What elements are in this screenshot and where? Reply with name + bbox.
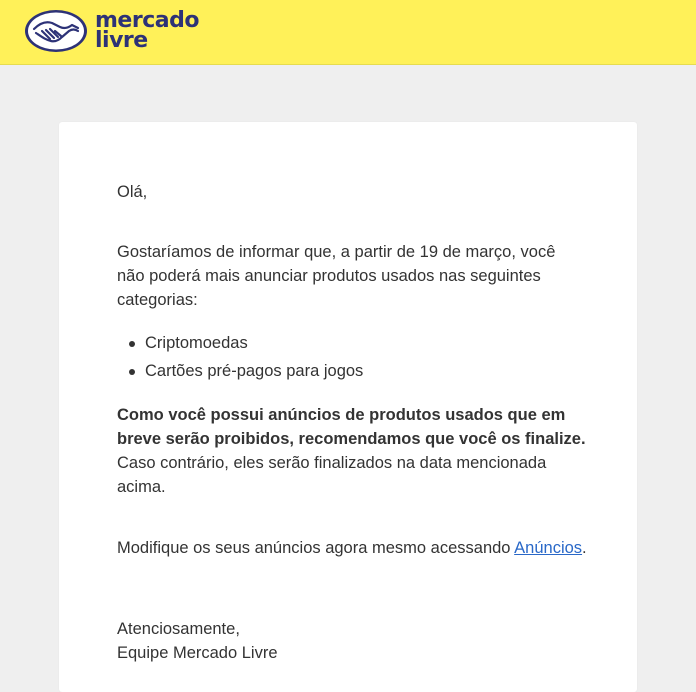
anuncios-link[interactable]: Anúncios: [514, 539, 583, 557]
signoff: [117, 617, 587, 665]
email-header: [0, 0, 696, 65]
handshake-icon: [24, 9, 88, 53]
signoff-line-1: Atenciosamente,: [117, 620, 240, 638]
greeting-text: Olá,: [117, 183, 148, 201]
list-item: Cartões pré-pagos para jogos: [145, 359, 565, 387]
categories-list: [117, 331, 565, 387]
brand-line-1: mercado: [95, 8, 199, 33]
modify-paragraph: [117, 536, 587, 560]
signoff-line-2: Equipe Mercado Livre: [117, 644, 278, 662]
intro-paragraph: Gostaríamos de informar que, a partir de 19 de março, você não poderá mais anunciar produtos usados nas seguintes categorias:: [117, 243, 556, 309]
list-item: Criptomoedas: [145, 331, 565, 359]
email-card: [59, 122, 637, 692]
modify-end: .: [582, 539, 587, 557]
warning-bold-text: Como você possui anúncios de produtos usados que em breve serão proibidos, recomendamos que você os finalize.: [117, 406, 586, 448]
mercado-livre-logo[interactable]: [24, 9, 199, 53]
warning-rest-text: Caso contrário, eles serão finalizados na data mencionada acima.: [117, 454, 547, 496]
brand-line-2: livre: [95, 28, 148, 53]
brand-wordmark: [95, 8, 199, 53]
modify-text: Modifique os seus anúncios agora mesmo acessando: [117, 539, 515, 557]
warning-paragraph: [117, 403, 587, 499]
